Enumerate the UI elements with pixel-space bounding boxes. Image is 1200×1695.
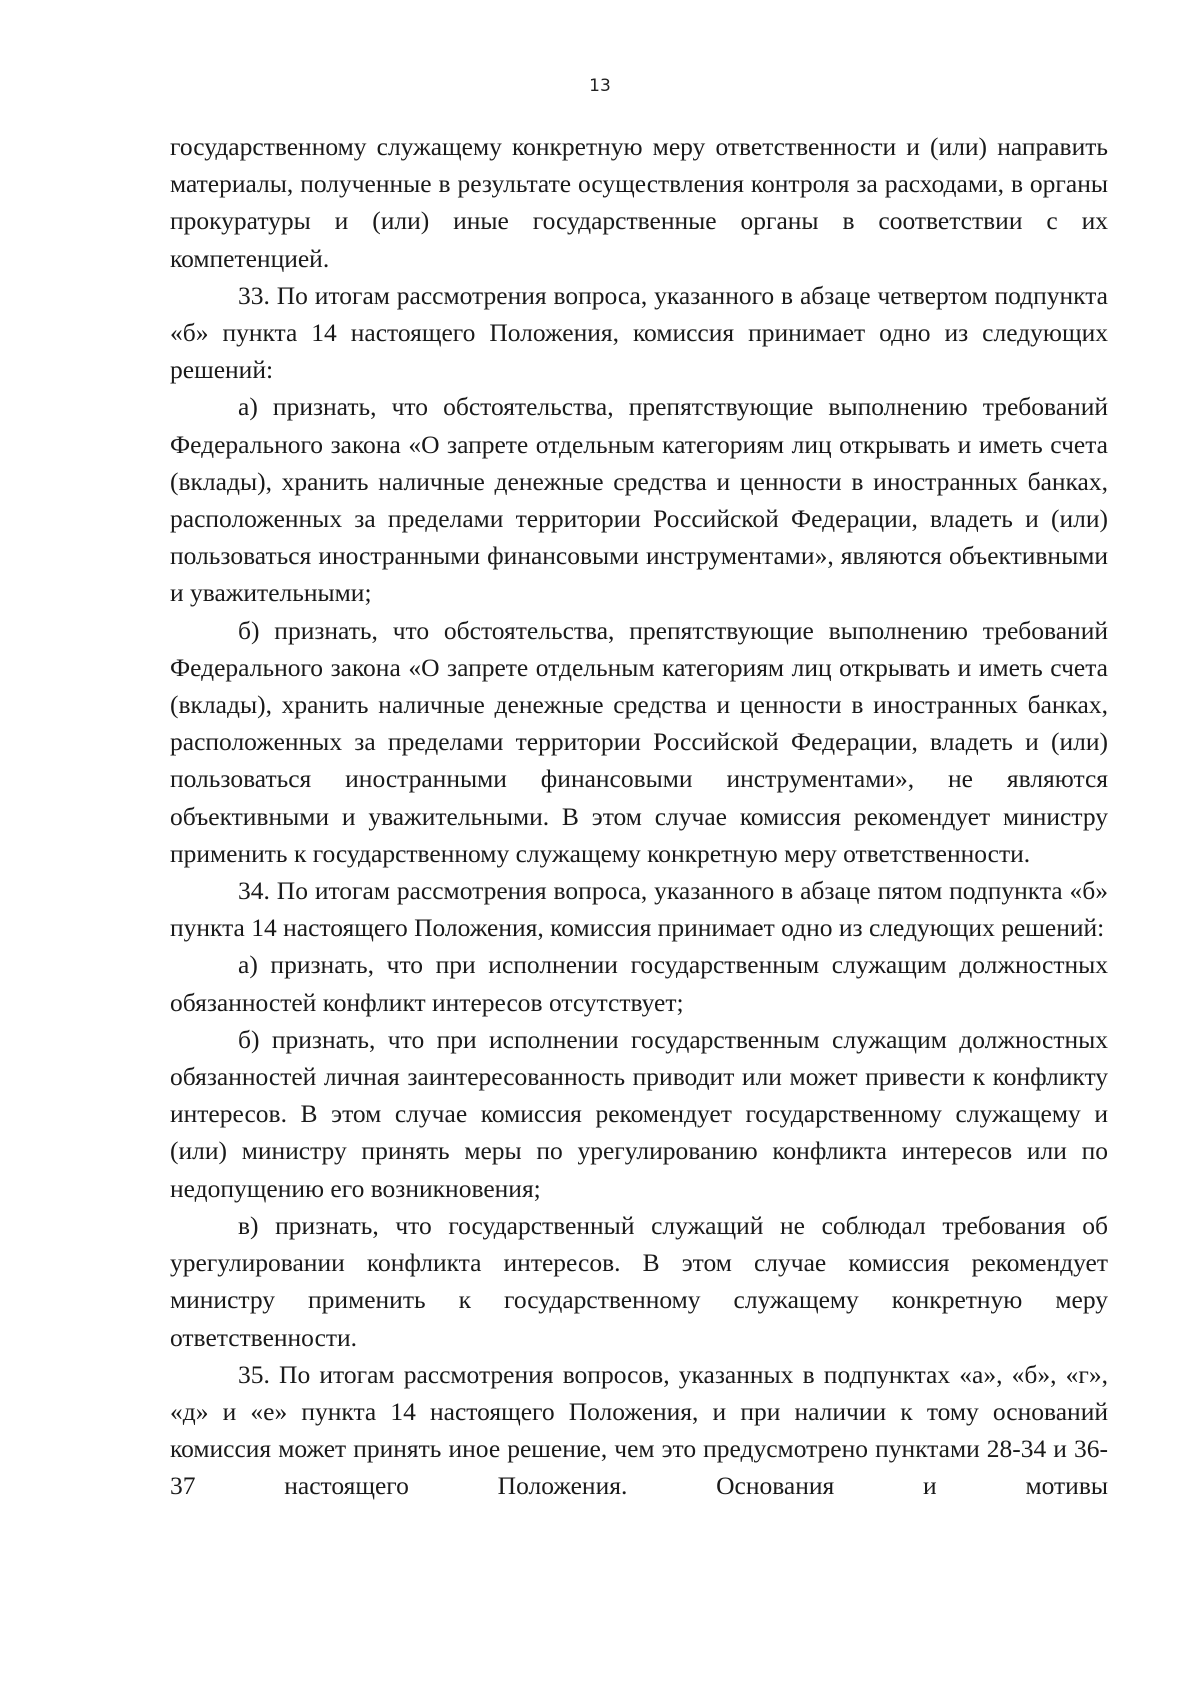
document-body bbox=[170, 128, 1108, 1505]
paragraph-continuation: государственному служащему конкретную меру ответственности и (или) направить материалы, полученные в результате осуществления контроля за расходами, в органы прокуратуры и (или) иные государственные органы в соответствии с их компетенцией. bbox=[170, 132, 1108, 273]
paragraph-clause-33-a: а) признать, что обстоятельства, препятствующие выполнению требований Федерального закона «О запрете отдельным категориям лиц открывать и иметь счета (вклады), хранить наличные денежные средства и ценности в иностранных банках, расположенных за пределами территории Российской Федерации, владеть и (или) пользоваться иностранными финансовыми инструментами», являются объективными и уважительными; bbox=[170, 392, 1108, 608]
page-number: 13 bbox=[589, 76, 611, 96]
paragraph-clause-34-v: в) признать, что государственный служащий не соблюдал требования об урегулировании конфликта интересов. В этом случае комиссия рекомендует министру применить к государственному служащему конкретную меру ответственности. bbox=[170, 1210, 1108, 1352]
paragraph-clause-34-a: а) признать, что при исполнении государственным служащим должностных обязанностей конфликт интересов отсутствует; bbox=[170, 950, 1108, 1017]
paragraph-clause-35: 35. По итогам рассмотрения вопросов, указанных в подпунктах «а», «б», «г», «д» и «е» пункта 14 настоящего Положения, и при наличии к тому оснований комиссия может принять иное решение, чем это предусмотрено пунктами 28-34 и 36-37 настоящего Положения. Основания и мотивы bbox=[170, 1359, 1108, 1501]
paragraph-clause-34-b: б) признать, что при исполнении государственным служащим должностных обязанностей личная заинтересованность приводит или может привести к конфликту интересов. В этом случае комиссия рекомендует государственному служащему и (или) министру принять меры по урегулированию конфликта интересов или по недопущению его возникновения; bbox=[170, 1024, 1108, 1203]
paragraph-clause-33-b: б) признать, что обстоятельства, препятствующие выполнению требований Федерального закона «О запрете отдельным категориям лиц открывать и иметь счета (вклады), хранить наличные денежные средства и ценности в иностранных банках, расположенных за пределами территории Российской Федерации, владеть и (или) пользоваться иностранными финансовыми инструментами», не являются объективными и уважительными. В этом случае комиссия рекомендует министру применить к государственному служащему конкретную меру ответственности. bbox=[170, 615, 1108, 868]
paragraph-clause-34: 34. По итогам рассмотрения вопроса, указанного в абзаце пятом подпункта «б» пункта 14 настоящего Положения, комиссия принимает одно из следующих решений: bbox=[170, 876, 1108, 943]
paragraph-clause-33: 33. По итогам рассмотрения вопроса, указанного в абзаце четвертом подпункта «б» пункта 14 настоящего Положения, комиссия принимает одно из следующих решений: bbox=[170, 280, 1108, 385]
